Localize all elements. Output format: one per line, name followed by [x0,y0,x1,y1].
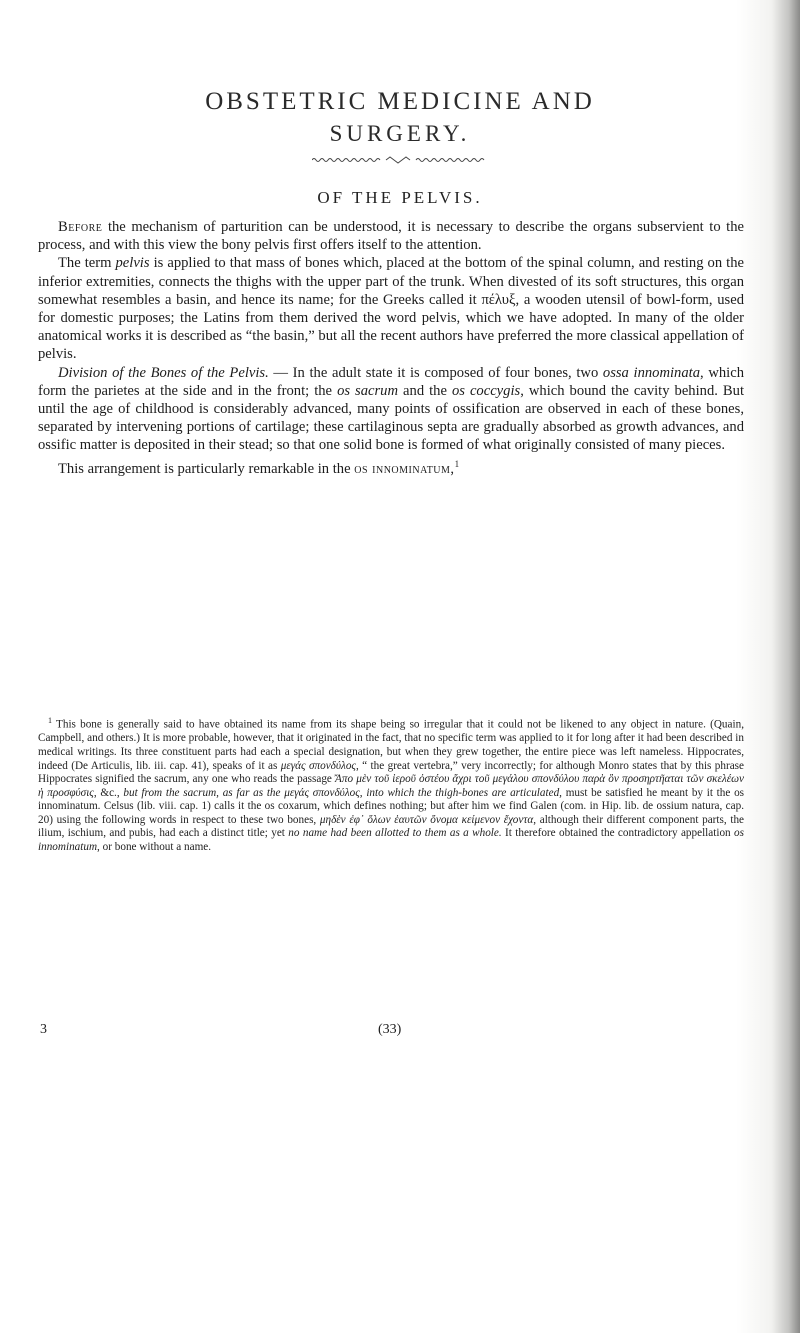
paragraph-text: , which form the parietes at the side and in the front; the [38,364,744,399]
footnote-text: , or bone without a name. [97,841,212,854]
paragraph-2 [38,254,744,363]
footnote-marker: 1 [48,716,52,725]
section-title: OF THE PELVIS. [317,188,483,207]
footnote-text: , “ the great vertebra,” very incorrectly; for although Monro states that by this phrase Hippocrates signified the sacrum, any one who reads the passage [38,759,745,786]
wavy-rule-ornament [312,156,486,164]
paragraph-text: and the [398,382,452,399]
footnote-text: It therefore obtained the contradictory appellation [501,827,735,840]
greek-quote: μεγάς σπονδύλος [280,759,356,772]
page-number: (33) [378,1022,402,1037]
greek-quote: μεγάς σπονδύλος [280,786,360,799]
signature-mark: 3 [40,1022,47,1037]
running-head-line2: SURGERY. [329,121,471,146]
subsection-heading: Division of the Bones of the Pelvis. [58,364,269,381]
term-os-innominatum: os innominatum, [354,460,455,477]
paragraph-text: , which bound the cavity behind. But until the age of childhood is considerably advanced, many points of ossification are observed in each of these bones, separated by intervening portions of cartilage; these cartilaginous septa are gradually absorbed as growth advances, and ossific matter is deposited in their stead; so that one solid bone is formed of what originally consisted of many pieces. [38,382,744,454]
paragraph-text: This arrangement is particularly remarkable in the [58,460,355,477]
italic-text: , into which the thigh-bones are articulated, [359,786,562,799]
footnote-1 [38,714,744,855]
footnote-reference[interactable]: 1 [454,458,460,469]
greek-quote: μηδὲν ἐφ᾽ ὅλων ἑαυτῶν ὄνομα κείμενον ἔχοντα [319,813,534,826]
term-ossa-innominata: ossa innominata [602,364,701,381]
paragraph-text: The term [58,255,116,272]
footnotes [38,714,744,855]
italic-text: no name had been allotted to them as a whole. [288,827,502,840]
page-footer [38,1022,744,1038]
greek-quote: Ἄπο μὲν τοῦ ἱεροῦ ὀστέου ἄχρι τοῦ μεγάλου σπονδύλου παρὰ ὃν προσηρτῆαται τῶν σκελέων ἡ προσφύσις [38,773,744,799]
term-pelvis: pelvis [115,255,150,272]
running-head-line1: OBSTETRIC MEDICINE AND [205,88,595,115]
paragraph-3 [38,364,744,455]
paragraph-text: is applied to that mass of bones which, placed at the bottom of the spinal column, and resting on the inferior extremities, connects the thighs with the upper part of the trunk. When divested of its soft structures, this organ somewhat resembles a basin, and hence its name; for the Greeks called it πέλυξ, a wooden utensil of bowl-form, used for domestic purposes; the Latins from them derived the word pelvis, which we have adopted. In many of the older anatomical works it is described as “the basin,” but all the recent authors have preferred the more classical appellation of pelvis. [38,255,745,363]
body-text [38,218,744,478]
paragraph-text: — In the adult state it is composed of four bones, two [268,364,603,381]
footnote-text: must be satisfied he meant by it the os innominatum. Celsus (lib. viii. cap. 1) calls it the os coxarum, which defines nothing; but after him we find Galen (com. in Hip. lib. de ossium natura, cap. 20) using the following words in respect to these two bones, [38,786,745,826]
paragraph-1 [38,218,744,254]
term-os-coccygis: os coccygis [451,382,521,399]
italic-text: but from the sacrum, as far as the [123,786,281,799]
footnote-text: , &c., [93,786,124,799]
paragraph-4 [38,455,744,478]
paragraph-text: the mechanism of parturition can be understood, it is necessary to describe the organs subservient to the process, and with this view the bony pelvis first offers itself to the attention. [38,219,744,254]
lead-word: Before [58,219,103,235]
footnote-text: This bone is generally said to have obtained its name from its shape being so irregular that it could not be likened to any object in nature. (Quain, Campbell, and others.) It is more probable, however, that it originated in the fact, that no specific term was applied to it for long after it had been described in medical writings. Its three constituent parts had each a special designation, but when they grew together, the entire piece was left nameless. Hippocrates, indeed (De Articulis, lib. iii. cap. 41), speaks of it as [38,718,744,772]
term-os-sacrum: os sacrum [337,382,399,399]
footnote-text: , although their different component parts, the ilium, ischium, and pubis, had each a distinct title; yet [38,813,745,840]
italic-text: os innominatum [38,827,744,854]
